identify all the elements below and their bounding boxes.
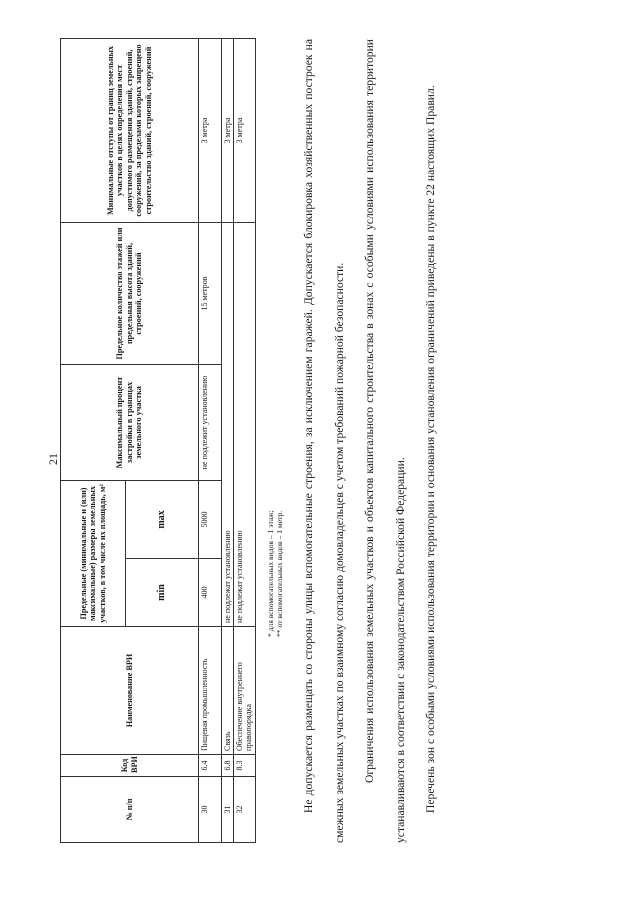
header-min: min <box>126 559 199 627</box>
row-limits: не подлежат установлению <box>234 223 255 627</box>
header-code: Код ВРИ <box>61 755 199 777</box>
row-limits: не подлежат установлению <box>222 223 234 627</box>
row-code: 6.8 <box>222 755 234 777</box>
header-max-percent: Максимальный процент застройки в границах земельного участка <box>61 365 199 481</box>
header-num: № п/п <box>61 777 199 843</box>
table-row <box>234 39 255 843</box>
table-notes <box>267 510 284 637</box>
row-percent: не подлежит установлению <box>199 365 222 481</box>
paragraph: Перечень зон с особыми условиями использования территории и основания установления ограничений приведены в пункте 22 настоящих Правил. <box>424 85 437 813</box>
paragraph: Не допускается размещать со стороны улицы вспомогательные строения, за исключением гаражей. Допускается блокировка хозяйственных построек на смежных земельных участках по взаимному согласию домовладельцев с учетом требований пожарной безопасности. <box>302 39 346 843</box>
note-line: * для вспомогательных видов – 1 этаж; <box>266 510 275 637</box>
row-setback: 3 метра <box>222 39 234 223</box>
page-number: 21 <box>46 453 60 465</box>
row-code: 6.4 <box>199 755 222 777</box>
row-name: Обеспечение внутреннего правопорядка <box>234 627 255 755</box>
row-floors: 15 метров <box>199 223 222 365</box>
row-code: 8.3 <box>234 755 255 777</box>
row-num: 30 <box>199 777 222 843</box>
row-num: 32 <box>234 777 255 843</box>
row-name: Связь <box>222 627 234 755</box>
table-header-row <box>61 39 126 843</box>
row-min: 400 <box>199 559 222 627</box>
note-line: ** от вспомогательных видов – 1 метр. <box>274 510 284 637</box>
header-name: Наименование ВРИ <box>61 627 199 755</box>
header-size-limits: Предельные (минимальные и (или) максимальные) размеры земельных участков, в том числе их площадь, м² <box>61 481 126 627</box>
row-setback: 3 метра <box>234 39 255 223</box>
row-name: Пищевая промышленность <box>199 627 222 755</box>
row-max: 5000 <box>199 481 222 559</box>
table-row <box>199 39 222 843</box>
paragraph: Ограничения использования земельных участков и объектов капитального строительства в зонах с особыми условиями использования территории устанавливаются в соответствии с законодательством Российской Федерации. <box>363 39 407 843</box>
body-text <box>294 39 447 843</box>
row-setback: 3 метра <box>199 39 222 223</box>
table-row <box>222 39 234 843</box>
row-num: 31 <box>222 777 234 843</box>
header-max: max <box>126 481 199 559</box>
zoning-table <box>60 38 256 843</box>
header-floors: Предельное количество этажей или предельная высота зданий, строений, сооружений <box>61 223 199 365</box>
header-setbacks: Минимальные отступы от границ земельных участков в целях определения мест допустимого размещения зданий, строений, сооружений, за пределами которых запрещено строительство зданий, строений, сооружений <box>61 39 199 223</box>
